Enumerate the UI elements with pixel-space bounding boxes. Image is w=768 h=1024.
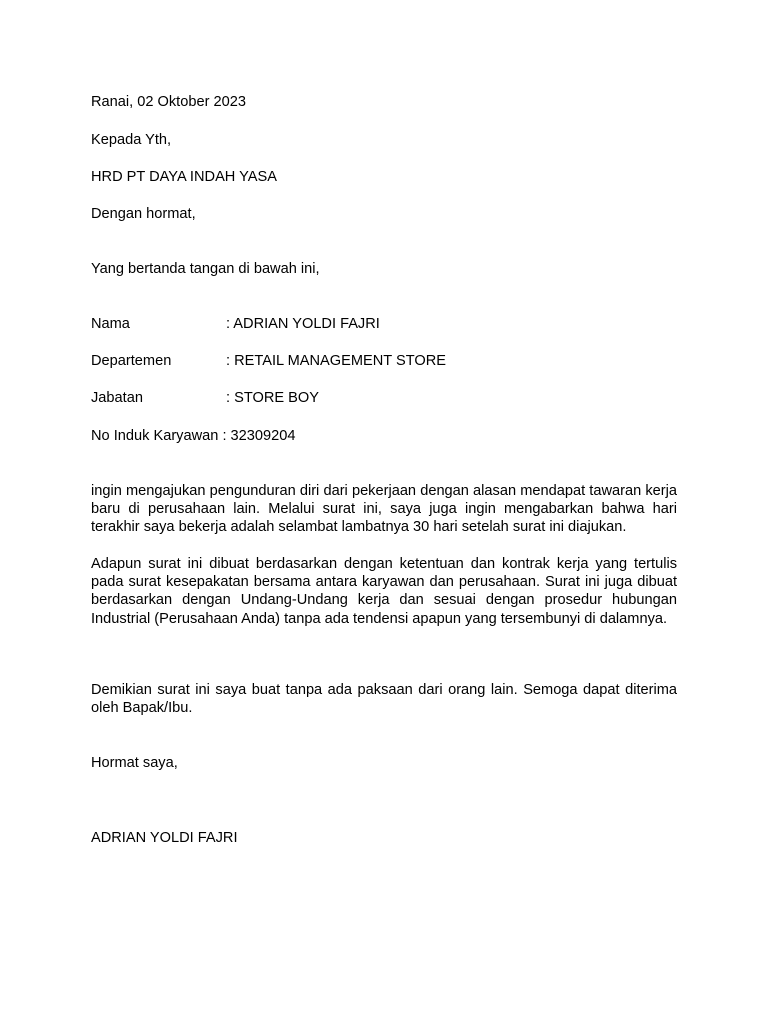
field-value-departemen: : RETAIL MANAGEMENT STORE	[226, 353, 447, 369]
field-value-jabatan: : STORE BOY	[226, 390, 319, 406]
field-value-nama: : ADRIAN YOLDI FAJRI	[226, 316, 380, 332]
body-paragraph-2: Adapun surat ini dibuat berdasarkan dengan ketentuan dan kontrak kerja yang tertulis pada surat kesepakatan bersama antara karyawan dan perusahaan. Surat ini juga dibuat berdasarkan dengan Undang-Undang kerja dan sesuai dengan prosedur hubungan Industrial (Perusahaan Anda) tanpa ada tendensi apapun yang tersembunyi di dalamnya.	[91, 556, 677, 627]
letter-date: Ranai, 02 Oktober 2023	[91, 94, 246, 110]
body-paragraph-1: ingin mengajukan pengunduran diri dari pekerjaan dengan alasan mendapat tawaran kerja baru di perusahaan lain. Melalui surat ini, saya juga ingin mengabarkan bahwa hari terakhir saya bekerja adalah selambat lambatnya 30 hari setelah surat ini diajukan.	[91, 483, 677, 536]
signature-name: ADRIAN YOLDI FAJRI	[91, 830, 238, 846]
salutation: Dengan hormat,	[91, 206, 196, 222]
recipient: HRD PT DAYA INDAH YASA	[91, 169, 277, 185]
field-no-induk	[91, 427, 295, 445]
body-paragraph-3: Demikian surat ini saya buat tanpa ada paksaan dari orang lain. Semoga dapat diterima oleh Bapak/Ibu.	[91, 682, 677, 717]
field-label-jabatan: Jabatan	[91, 390, 143, 406]
intro-line: Yang bertanda tangan di bawah ini,	[91, 261, 320, 277]
field-value-no-induk: : 32309204	[222, 428, 296, 444]
field-label-no-induk: No Induk Karyawan	[91, 428, 219, 444]
recipient-greeting: Kepada Yth,	[91, 132, 172, 148]
field-label-nama: Nama	[91, 316, 130, 332]
closing: Hormat saya,	[91, 755, 178, 771]
field-label-departemen: Departemen	[91, 353, 172, 369]
